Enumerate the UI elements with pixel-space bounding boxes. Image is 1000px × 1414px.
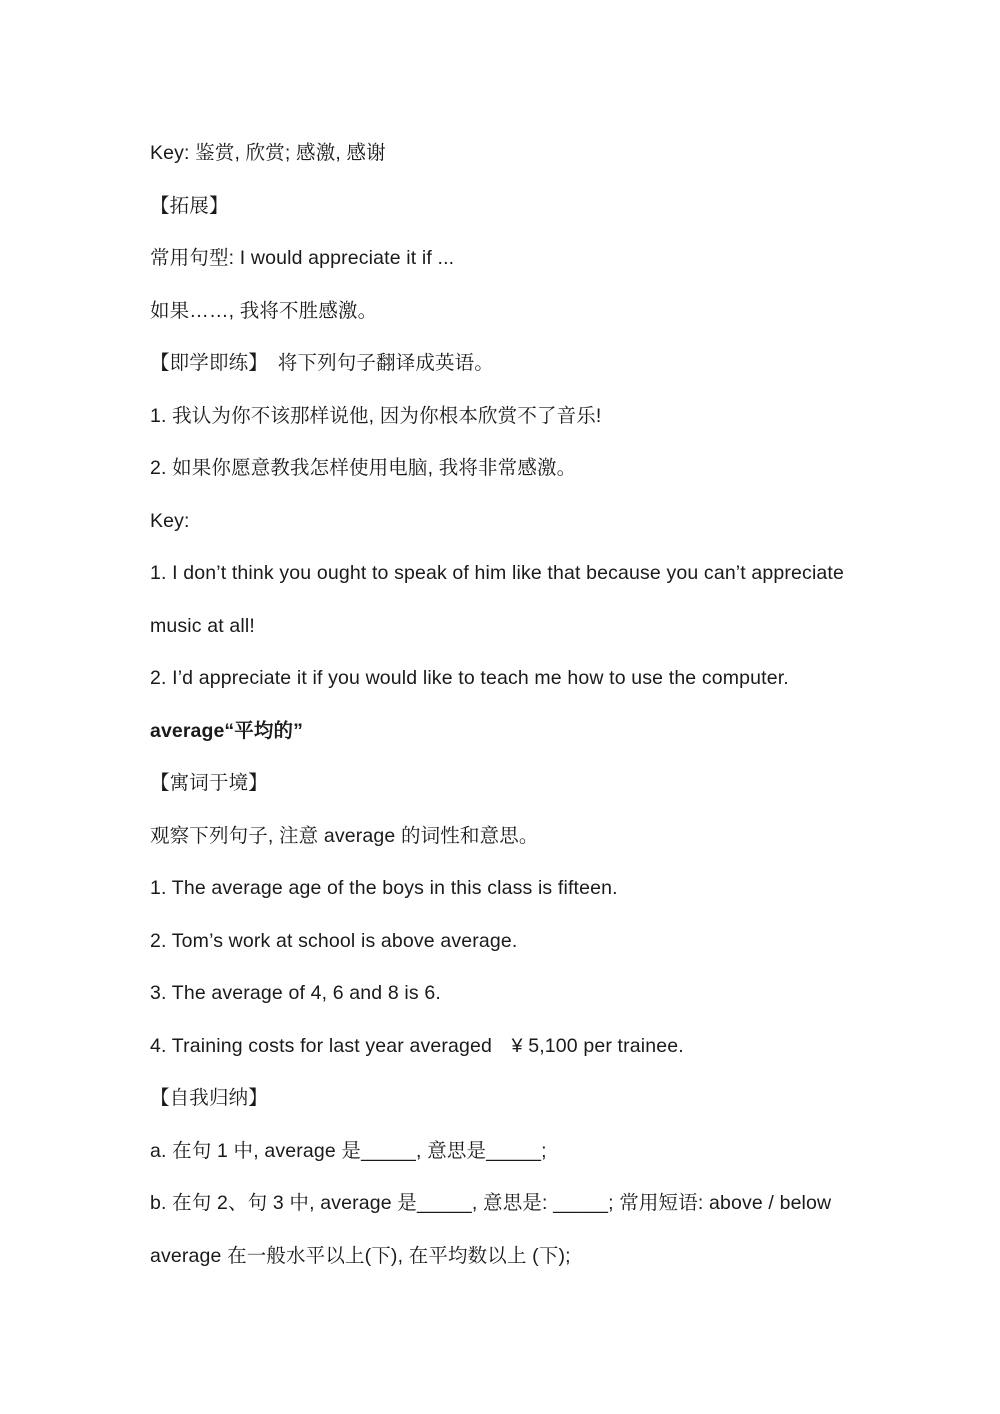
instruction-observe-sentences: 观察下列句子, 注意 average 的词性和意思。 — [150, 824, 539, 847]
summary-item-b: b. 在句 2、句 3 中, average 是_____, 意思是: _____; 常用短语: above / below — [150, 1192, 832, 1214]
answer-item-1: 1. I don’t think you ought to speak of him like that because you can’t appreciate — [150, 562, 844, 584]
example-sentence-3: 3. The average of 4, 6 and 8 is 6. — [150, 982, 441, 1004]
heading-words-in-context: 【寓词于境】 — [150, 772, 268, 794]
document-body — [150, 127, 854, 1282]
section-heading-average: average“平均的” — [150, 719, 303, 742]
heading-extension: 【拓展】 — [150, 194, 229, 217]
example-sentence-1: 1. The average age of the boys in this class is fifteen. — [150, 877, 618, 899]
heading-practice: 【即学即练】 将下列句子翻译成英语。 — [150, 352, 494, 374]
exercise-item-1: 1. 我认为你不该那样说他, 因为你根本欣赏不了音乐! — [150, 404, 602, 427]
summary-item-a: a. 在句 1 中, average 是_____, 意思是_____; — [150, 1139, 547, 1162]
heading-self-summary: 【自我归纳】 — [150, 1087, 268, 1109]
text-line-pattern-translation: 如果……, 我将不胜感激。 — [150, 299, 378, 322]
example-sentence-2: 2. Tom’s work at school is above average. — [150, 929, 518, 952]
answer-item-2: 2. I’d appreciate it if you would like to teach me how to use the computer. — [150, 667, 789, 689]
summary-item-b-continued: average 在一般水平以上(下), 在平均数以上 (下); — [150, 1244, 571, 1267]
answer-key-label: Key: — [150, 509, 190, 532]
text-line-key-vocab: Key: 鉴赏, 欣赏; 感激, 感谢 — [150, 142, 386, 164]
answer-item-1-continued: music at all! — [150, 614, 255, 637]
text-line-common-pattern: 常用句型: I would appreciate it if ... — [150, 247, 455, 269]
example-sentence-4: 4. Training costs for last year averaged ¥ 5,100 per trainee. — [150, 1034, 684, 1057]
exercise-item-2: 2. 如果你愿意教我怎样使用电脑, 我将非常感激。 — [150, 457, 577, 479]
